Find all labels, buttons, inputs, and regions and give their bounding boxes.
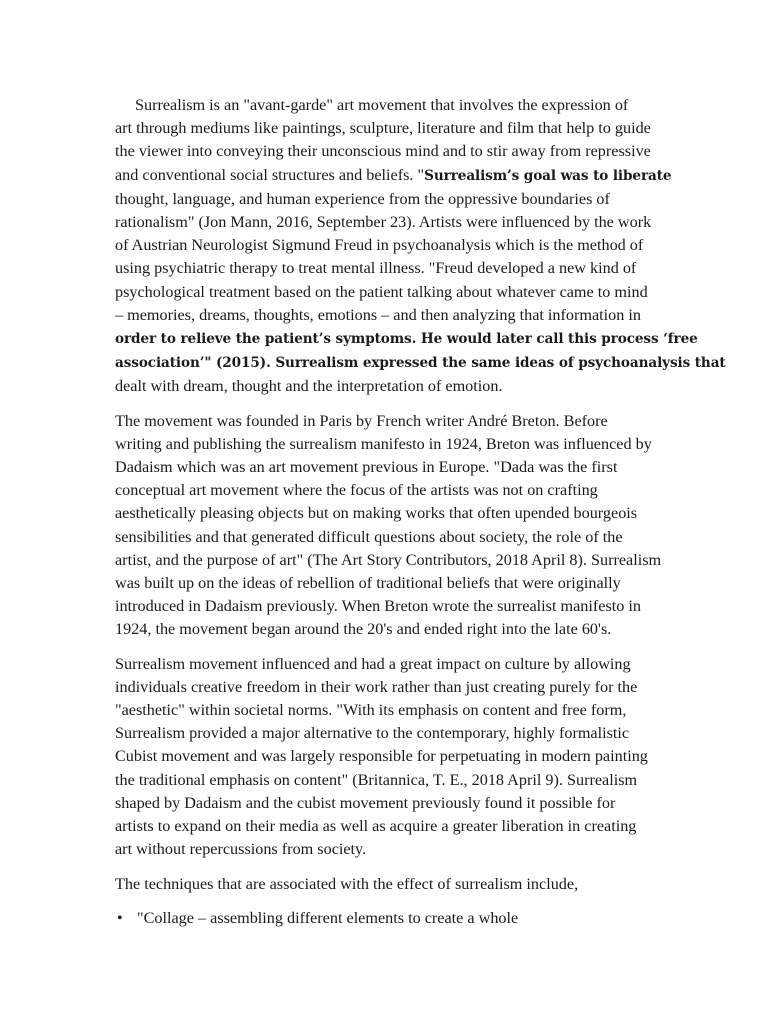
text-segment: The movement was founded in Paris by French writer André Breton. Before (115, 411, 608, 430)
text-line (115, 572, 675, 595)
text-line (115, 549, 675, 572)
text-segment: rationalism" (Jon Mann, 2016, September 23). Artists were influenced by the work (115, 213, 652, 232)
text-line (115, 281, 675, 304)
text-segment: psychological treatment based on the patient talking about whatever came to mind (115, 282, 648, 301)
text-line (115, 351, 726, 375)
text-line (115, 653, 675, 676)
text-line (115, 815, 675, 838)
bold-text-segment: Surrealism’s goal was to liberate (424, 167, 672, 184)
text-segment: writing and publishing the surrealism manifesto in 1924, Breton was influenced by (115, 434, 652, 453)
paragraphs-container (115, 94, 726, 896)
text-segment: The techniques that are associated with the effect of surrealism include, (115, 874, 579, 893)
text-line (115, 410, 675, 433)
text-segment: conceptual art movement where the focus of the artists was not on crafting (115, 481, 598, 500)
text-segment: Dadaism which was an art movement previous in Europe. "Dada was the first (115, 458, 618, 477)
paragraph (115, 653, 675, 862)
paragraph (115, 410, 675, 642)
text-segment: "aesthetic" within societal norms. "With its emphasis on content and free form, (115, 701, 627, 720)
text-segment: Surrealism provided a major alternative to the contemporary, highly formalistic (115, 724, 630, 743)
text-line (115, 792, 675, 815)
text-segment: Cubist movement and was largely responsible for perpetuating in modern painting (115, 747, 648, 766)
text-line (115, 188, 675, 211)
text-line (115, 699, 675, 722)
text-line (115, 676, 675, 699)
bullet-marker: • (117, 908, 123, 927)
text-segment: the traditional emphasis on content" (Britannica, T. E., 2018 April 9). Surrealism (115, 770, 638, 789)
text-line (115, 211, 675, 234)
text-segment: art through mediums like paintings, sculpture, literature and film that help to guide (115, 119, 651, 138)
text-line (115, 117, 675, 140)
text-line (115, 873, 675, 896)
text-segment: thought, language, and human experience from the oppressive boundaries of (115, 189, 610, 208)
text-segment: sensibilities and that generated difficult questions about society, the role of the (115, 527, 623, 546)
text-line (115, 164, 675, 188)
text-segment: Surrealism is an "avant-garde" art movement that involves the expression of (135, 96, 629, 114)
text-line (115, 479, 675, 502)
text-segment: artist, and the purpose of art" (The Art Story Contributors, 2018 April 8). Surrealism (115, 550, 662, 569)
text-line (115, 502, 675, 525)
text-line (115, 257, 675, 280)
text-segment: Surrealism movement influenced and had a great impact on culture by allowing (115, 654, 631, 673)
text-segment: 1924, the movement began around the 20's and ended right into the late 60's. (115, 620, 612, 639)
text-segment: and conventional social structures and beliefs. " (115, 165, 425, 184)
text-segment: art without repercussions from society. (115, 840, 367, 859)
bullet-list (115, 907, 675, 930)
text-line (115, 838, 675, 861)
bold-text-segment: association’" (2015). Surrealism expressed the same ideas of psychoanalysis that (115, 355, 726, 372)
text-line (115, 456, 675, 479)
text-line (115, 140, 675, 163)
text-line (115, 722, 675, 745)
text-line (115, 433, 675, 456)
document-body (115, 94, 726, 930)
bullet-text: "Collage – assembling different elements to create a whole (137, 908, 519, 927)
text-line (115, 769, 675, 792)
text-segment: introduced in Dadaism previously. When Breton wrote the surrealist manifesto in (115, 597, 641, 616)
text-segment: dealt with dream, thought and the interpretation of emotion. (115, 377, 503, 396)
text-segment: the viewer into conveying their unconscious mind and to stir away from repressive (115, 142, 651, 161)
text-line (115, 526, 675, 549)
text-segment: – memories, dreams, thoughts, emotions – and then analyzing that information in (115, 305, 641, 324)
paragraph (115, 873, 675, 896)
bullet-item (115, 907, 675, 930)
text-segment: shaped by Dadaism and the cubist movement previously found it possible for (115, 793, 616, 812)
text-line (115, 595, 675, 618)
text-line (115, 234, 675, 257)
paragraph (115, 94, 726, 399)
text-segment: artists to expand on their media as well as acquire a greater liberation in creating (115, 817, 637, 836)
text-segment: was built up on the ideas of rebellion of traditional beliefs that were originally (115, 574, 621, 593)
text-line (115, 745, 675, 768)
text-line (115, 618, 675, 641)
text-segment: individuals creative freedom in their work rather than just creating purely for the (115, 677, 638, 696)
text-segment: of Austrian Neurologist Sigmund Freud in psychoanalysis which is the method of (115, 236, 644, 255)
text-segment: aesthetically pleasing objects but on making works that often upended bourgeois (115, 504, 638, 523)
text-line (115, 304, 675, 327)
text-segment: using psychiatric therapy to treat mental illness. "Freud developed a new kind of (115, 259, 637, 278)
text-line (115, 327, 698, 351)
text-line (115, 94, 675, 117)
bold-text-segment: order to relieve the patient’s symptoms. He would later call this process ‘free (115, 331, 698, 348)
text-line (115, 375, 675, 398)
